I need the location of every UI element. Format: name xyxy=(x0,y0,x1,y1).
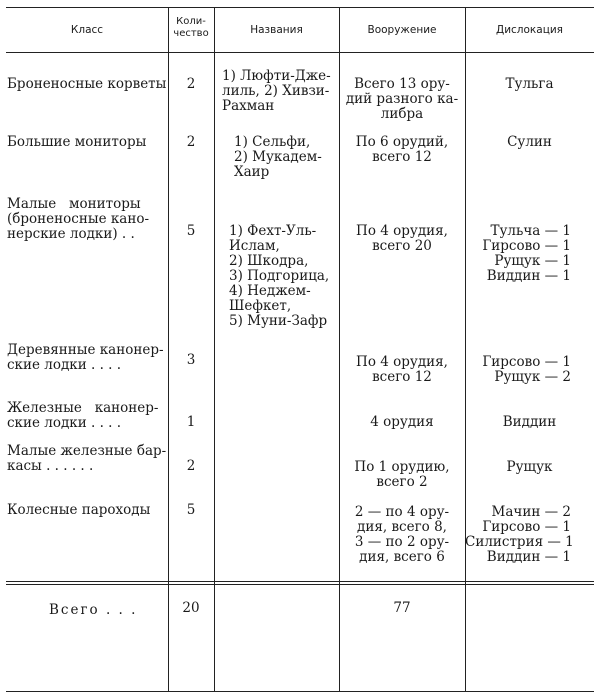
row-armament: Всего 13 ору- дий разного ка- либра xyxy=(345,76,459,122)
total-separator-rule-2 xyxy=(6,584,594,585)
row-armament: По 4 орудия, всего 20 xyxy=(356,223,448,254)
row-class: Железные канонер- ские лодки . . . . xyxy=(7,400,159,431)
total-separator-rule-1 xyxy=(6,581,594,582)
header-names: Названия xyxy=(250,24,303,36)
total-armament: 77 xyxy=(393,600,411,616)
row-class: Малые мониторы (броненосные кано- нерские лодки) . . xyxy=(7,196,150,242)
row-quantity: 1 xyxy=(186,414,196,430)
row-quantity: 3 xyxy=(186,352,196,368)
total-label: Всего . . . xyxy=(49,602,138,618)
column-divider xyxy=(168,7,169,691)
row-quantity: 2 xyxy=(186,134,196,150)
row-quantity: 5 xyxy=(186,223,196,239)
header-class: Класс xyxy=(70,24,104,36)
row-location: Рущук xyxy=(506,459,553,475)
row-armament: 2 — по 4 ору- дия, всего 8, 3 — по 2 ору- дия, всего 6 xyxy=(354,504,450,565)
row-location: Гирсово — 1 Рущук — 2 xyxy=(482,354,571,385)
row-location: Тульча — 1 Гирсово — 1 Рущук — 1 Виддин — 1 xyxy=(482,223,571,284)
row-names: 1) Сельфи, 2) Мукадем- Хаир xyxy=(234,134,322,180)
row-class: Броненосные корветы xyxy=(7,76,167,92)
row-class: Колесные пароходы xyxy=(7,502,151,518)
row-quantity: 2 xyxy=(186,76,196,92)
header-quantity xyxy=(168,16,214,40)
table-top-rule xyxy=(6,7,594,8)
row-quantity: 5 xyxy=(186,502,196,518)
row-armament: По 6 орудий, всего 12 xyxy=(355,134,449,165)
row-class: Малые железные бар- касы . . . . . . xyxy=(7,443,167,474)
header-bottom-rule xyxy=(6,52,594,53)
row-class: Большие мониторы xyxy=(7,134,147,150)
row-armament: По 1 орудию, всего 2 xyxy=(354,459,450,490)
column-divider xyxy=(465,7,466,691)
header-armament: Вооружение xyxy=(367,24,437,36)
row-location: Мачин — 2 Гирсово — 1 Силистрия — 1 Виддин — 1 xyxy=(465,504,574,565)
row-location: Тульга xyxy=(505,76,554,92)
row-armament: По 4 орудия, всего 12 xyxy=(356,354,448,385)
row-armament: 4 орудия xyxy=(370,414,434,430)
row-names: 1) Люфти-Дже- лиль, 2) Хивзи- Рахман xyxy=(222,68,331,114)
header-quantity-line2: чество xyxy=(173,28,209,39)
table-bottom-rule xyxy=(6,691,594,692)
row-names: 1) Фехт-Уль- Ислам, 2) Шкодра, 3) Подгорица, 4) Неджем- Шефкет, 5) Муни-Зафр xyxy=(229,223,330,329)
row-location: Сулин xyxy=(507,134,552,150)
row-quantity: 2 xyxy=(186,458,196,474)
column-divider xyxy=(214,7,215,691)
row-class: Деревянные канонер- ские лодки . . . . xyxy=(7,342,164,373)
header-quantity-line1: Коли- xyxy=(176,16,206,27)
header-location: Дислокация xyxy=(496,24,563,36)
total-quantity: 20 xyxy=(182,600,200,616)
row-location: Виддин xyxy=(502,414,557,430)
